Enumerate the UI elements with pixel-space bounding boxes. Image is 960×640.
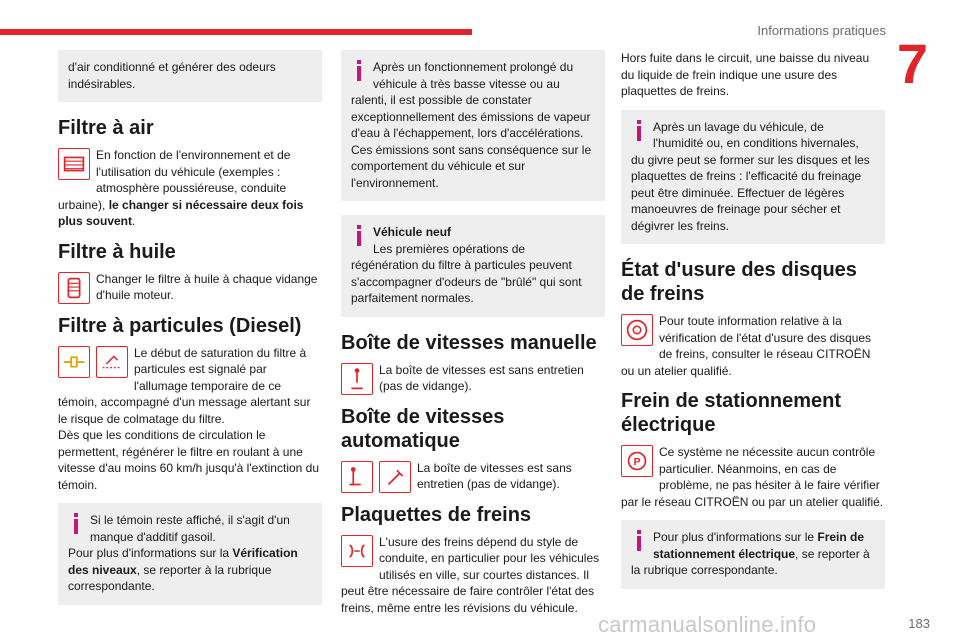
- note-box-vapeur: Après un fonctionnement prolongé du véhicule à très basse vitesse ou au ralenti, il est possible de constater exceptionnellement des émissions de vapeur d'eau à l'échappement, lors d'accélérations. Ces émissions sont sans conséquence sur le comportement du véhicule et sur l'environnement.: [341, 50, 605, 201]
- parking-brake-icon: [621, 445, 653, 477]
- info-icon: [68, 512, 84, 534]
- section-title-plaquettes: Plaquettes de freins: [341, 503, 532, 526]
- section-title-frein-stationnement: Frein de stationnement électrique: [621, 390, 842, 436]
- note-box-lavage: Après un lavage du véhicule, de l'humidité ou, en conditions hivernales, du givre peut se former sur les disques et les plaquettes de freins : l'efficacité du freinage peut être diminuée. Effectuer de légères manoeuvres de freinage pour sécher et dégivrer les freins.: [621, 110, 885, 245]
- section-title-filtre-huile: Filtre à huile: [58, 240, 176, 263]
- svg-text:P: P: [633, 457, 641, 469]
- section-title-filtre-air: Filtre à air: [58, 117, 154, 139]
- info-icon: [351, 59, 367, 81]
- watermark-text: carmanualsonline.info: [598, 612, 817, 637]
- section-body-filtre-air: En fonction de l'environnement et de l'utilisation du véhicule (exemples : atmosphère poussiéreuse, conduite urbaine), le changer si nécessaire deux fois plus souvent.: [58, 148, 304, 228]
- automatic-gearbox-selector-icon: [379, 461, 411, 493]
- section-title-filtre-particules: Filtre à particules (Diesel): [58, 314, 302, 337]
- note-text: d'air conditionné et générer des odeurs indésirables.: [68, 60, 276, 91]
- section-body-boite-manuelle: La boîte de vitesses est sans entretien (pas de vidange).: [341, 362, 605, 395]
- column-3: [621, 50, 885, 603]
- section-body-boite-auto: La boîte de vitesses est sans entretien (pas de vidange).: [341, 460, 605, 493]
- section-title-boite-manuelle: Boîte de vitesses manuelle: [341, 331, 597, 354]
- info-icon: [351, 224, 367, 246]
- column-2: [341, 50, 605, 626]
- section-body-frein-stationnement: P Ce système ne nécessite aucun contrôle particulier. Néanmoins, en cas de problème, ne pas hésiter à le faire vérifier par le réseau CITROËN ou par un atelier qualifié.: [621, 445, 884, 509]
- section-title-boite-auto: Boîte de vitesses automatique: [341, 405, 505, 452]
- info-icon: [631, 529, 647, 551]
- note-box-ac: [58, 50, 322, 102]
- column-1: [58, 50, 322, 619]
- note-box-additif: Si le témoin reste affiché, il s'agit d'un manque d'additif gasoil. Pour plus d'informations sur la Vérification des niveaux, se reporter à la rubrique correspondante.: [58, 503, 322, 605]
- section-body-disques: Pour toute information relative à la vérification de l'état d'usure des disques de freins, consulter le réseau CITROËN ou un atelier qualifié.: [621, 314, 872, 378]
- air-filter-icon: [58, 148, 90, 180]
- page-header-title: Informations pratiques: [757, 23, 886, 38]
- particle-filter-warning-icon: [96, 346, 128, 378]
- chapter-number: 7: [896, 32, 928, 95]
- section-body-plaquettes: L'usure des freins dépend du style de conduite, en particulier pour les véhicules utilisés en ville, sur courtes distances. Il peut être nécessaire de faire contrôler l'état des freins, même entre les révisions du véhicule.: [341, 534, 600, 615]
- brake-pads-icon: [341, 535, 373, 567]
- page-number: 183: [908, 616, 930, 631]
- particle-filter-plug-icon: [58, 346, 90, 378]
- top-accent-bar: [0, 29, 472, 35]
- manual-gearbox-icon: [341, 363, 373, 395]
- paragraph-liquide-frein: Hors fuite dans le circuit, une baisse du niveau du liquide de frein indique une usure des plaquettes de freins.: [621, 51, 870, 98]
- note-box-frein-stationnement: Pour plus d'informations sur le Frein de stationnement électrique, se reporter à la rubrique correspondante.: [621, 520, 885, 589]
- section-body-filtre-huile: Changer le filtre à huile à chaque vidange d'huile moteur.: [58, 271, 322, 304]
- automatic-gearbox-icon: [341, 461, 373, 493]
- info-icon: [631, 119, 647, 141]
- section-body-filtre-particules: Le début de saturation du filtre à particules est signalé par l'allumage temporaire de ce témoin, accompagné d'un message alertant sur le risque de colmatage du filtre. Dès que les conditions de circulation le permettent, régénérer le filtre en roulant à une vitesse d'au moins 60 km/h jusqu'à l'extinction du témoin.: [58, 345, 320, 492]
- brake-disc-icon: [621, 314, 653, 346]
- oil-filter-icon: [58, 272, 90, 304]
- section-title-disques: État d'usure des disques de freins: [621, 259, 857, 305]
- note-box-vehicule-neuf: Véhicule neuf Les premières opérations de régénération du filtre à particules peuvent s'accompagner d'odeurs de "brûlé" qui sont parfaitement normales.: [341, 215, 605, 317]
